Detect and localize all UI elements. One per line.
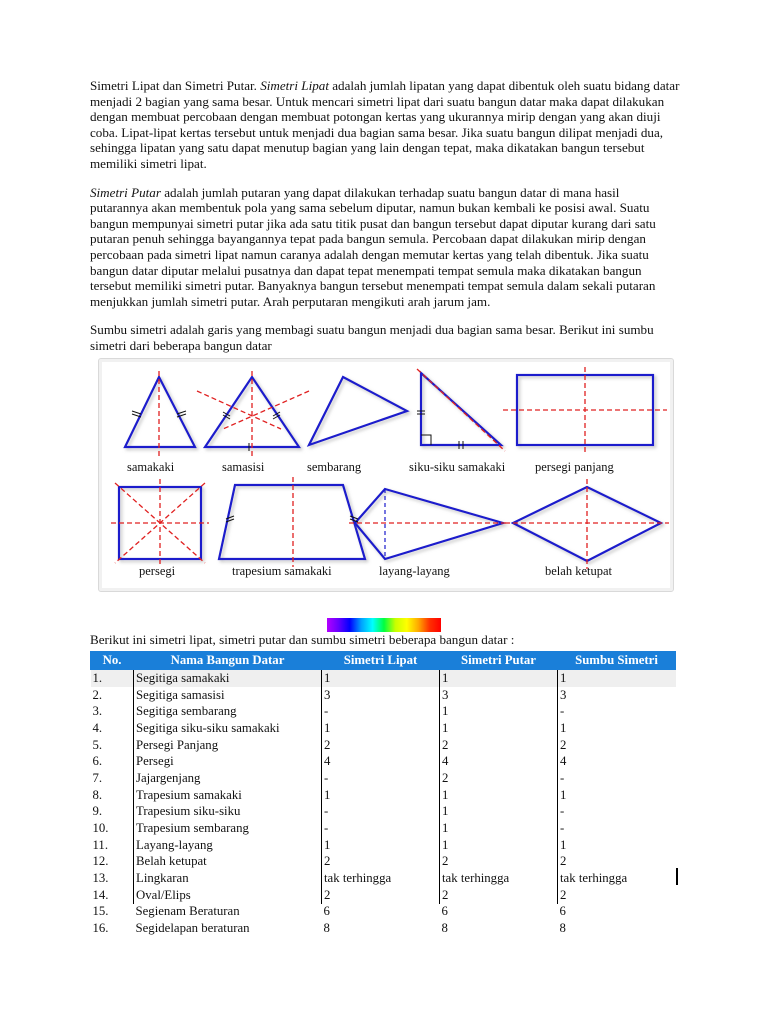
cell-lipat: 2 [322,887,440,904]
cell-putar: 1 [440,787,558,804]
label-layang-layang: layang-layang [379,563,450,578]
cell-nama: Segienam Beraturan [135,904,240,919]
table-row [91,804,676,821]
cell-no: 9. [92,804,103,819]
table-row [91,770,676,787]
table-caption: Berikut ini simetri lipat, simetri putar dan sumbu simetri beberapa bangun datar : [90,632,515,647]
label-samakaki: samakaki [127,459,175,474]
symmetry-table [90,651,676,937]
cell-no: 3. [92,704,103,719]
cell-putar: 4 [440,753,558,770]
header-no: No. [91,652,134,670]
cell-lipat: 1 [322,837,440,854]
cell-nama: Segitiga samakaki [134,670,322,687]
table-row [91,820,676,837]
header-nama: Nama Bangun Datar [134,652,322,670]
cell-sumbu: 1 [558,670,676,687]
cell-no: 14. [92,887,109,902]
paragraph-text: adalah jumlah lipatan yang dapat dibentuk oleh suatu bidang datar menjadi 2 bagian yang sama besar. Untuk mencari simetri lipat dari suatu bangun datar maka dapat dilakukan dengan membuat percobaan dengan membuat potongan kertas yang ukurannya mirip dengan yang akan diuji coba. Lipat-lipat kertas tersebut untuk menjadi dua bagian sama besar. Jika suatu bangun dilipat menjadi dua, sehingga lipatan yang satu dapat menutup bagian yang lain dengan tepat, maka dikatakan bangun tersebut memiliki simetri lipat. [90,78,680,171]
label-samasisi: samasisi [222,459,265,474]
cell-nama: Layang-layang [134,837,322,854]
cell-sumbu: 2 [558,737,676,754]
cell-no: 12. [92,854,109,869]
cell-putar: 1 [440,820,558,837]
paragraph-text: adalah jumlah putaran yang dapat dilakukan terhadap suatu bangun datar di mana hasil putarannya akan membentuk pola yang sama sebelum diputar, namun bukan kembali ke posisi awal. Suatu bangun mempunyai simetri putar jika ada satu titik pusat dan bangun tersebut dapat diputar kurang dari satu putaran penuh sehingga bayangannya tepat pada bangun semula. Percobaan dapat dilakukan mirip dengan percobaan pada simetri lipat namun caranya adalah dengan memutar kertas yang telah dibentuk. Jika suatu bangun datar diputar melalui pusatnya dan dapat tepat menempati tempat semula maka dikatakan bangun tersebut memiliki simetri putar. Banyaknya bangun tersebut menempati tempat semula dalam sekali putaran menjukkan jumlah simetri putar. Arah perputaran mengikuti arah jarum jam. [90,184,656,309]
cell-lipat: 3 [322,687,440,704]
cell-putar: 3 [440,687,558,704]
cell-lipat: - [322,770,440,787]
cell-putar: 2 [440,854,558,871]
cell-sumbu: 4 [558,753,676,770]
cell-sumbu: 3 [558,687,676,704]
term-simetri-putar: Simetri Putar [90,184,161,200]
cell-no: 16. [92,921,109,936]
cell-sumbu: 1 [558,787,676,804]
table-row [91,687,676,704]
paragraph-sumbu-simetri: Sumbu simetri adalah garis yang membagi suatu bangun menjadi dua bagian sama besar. Berikut ini sumbu simetri dari beberapa bangun datar [90,322,654,353]
cell-sumbu: tak terhingga [558,870,676,887]
cell-sumbu: - [558,804,676,821]
header-simetri-lipat: Simetri Lipat [322,652,440,670]
cell-lipat: - [322,804,440,821]
cell-nama: Trapesium siku-siku [134,804,322,821]
table-row [91,837,676,854]
paragraph-lead: Simetri Lipat dan Simetri Putar. [90,78,261,93]
shape-sembarang [309,377,407,445]
document-body [90,78,680,592]
cell-nama: Segitiga sembarang [134,703,322,720]
paragraph-simetri-lipat [90,78,680,172]
cell-sumbu: 1 [558,720,676,737]
cell-no: 5. [92,737,103,752]
cell-lipat: 1 [322,720,440,737]
cell-sumbu: 2 [558,887,676,904]
label-sembarang: sembarang [307,459,362,474]
label-persegi: persegi [139,563,176,578]
cell-lipat: 4 [322,753,440,770]
cell-sumbu: 2 [558,854,676,871]
table-row [91,720,676,737]
cell-lipat: - [322,703,440,720]
cell-sumbu: 8 [559,921,566,936]
table-row [91,670,676,687]
header-simetri-putar: Simetri Putar [440,652,558,670]
cell-nama: Belah ketupat [134,854,322,871]
cell-no: 15. [92,904,109,919]
cell-no: 8. [92,787,103,802]
cell-no: 6. [92,754,103,769]
cell-sumbu: - [558,820,676,837]
table-row [91,920,676,937]
symmetry-diagram [99,359,673,591]
cell-sumbu: 6 [559,904,566,919]
paragraph-simetri-putar [90,185,680,310]
cell-nama: Trapesium samakaki [134,787,322,804]
cell-nama: Trapesium sembarang [134,820,322,837]
cell-putar: 8 [441,921,448,936]
table-row [91,887,676,904]
text-cursor [676,868,678,885]
cell-lipat: 8 [323,921,330,936]
cell-putar: 1 [440,804,558,821]
cell-no: 10. [92,821,109,836]
table-header-row [91,652,676,670]
cell-lipat: 2 [322,854,440,871]
cell-lipat: 1 [322,787,440,804]
label-persegi-panjang: persegi panjang [535,459,614,474]
table-row [91,737,676,754]
shape-layang-layang [355,489,503,559]
cell-nama: Oval/Elips [134,887,322,904]
cell-lipat: 6 [323,904,330,919]
table-row [91,870,676,887]
cell-nama: Segitiga siku-siku samakaki [134,720,322,737]
cell-putar: 1 [440,720,558,737]
cell-putar: 1 [440,837,558,854]
cell-lipat: - [322,820,440,837]
cell-putar: 2 [440,770,558,787]
cell-no: 2. [92,687,103,702]
cell-putar: 6 [441,904,448,919]
cell-sumbu: 1 [558,837,676,854]
term-simetri-lipat: Simetri Lipat [260,78,329,93]
cell-nama: Segidelapan beraturan [135,921,250,936]
cell-putar: tak terhingga [440,870,558,887]
cell-sumbu: - [558,770,676,787]
color-spectrum-bar [327,618,441,632]
cell-no: 11. [92,837,109,852]
table-row [91,787,676,804]
cell-sumbu: - [558,703,676,720]
cell-no: 7. [92,770,103,785]
axis-siku-siku [417,369,505,451]
label-trapesium: trapesium samakaki [232,563,332,578]
cell-no: 4. [92,720,103,735]
cell-putar: 1 [440,703,558,720]
symmetry-figure [98,358,674,592]
cell-no: 13. [92,871,109,886]
cell-nama: Lingkaran [134,870,322,887]
cell-putar: 2 [440,737,558,754]
label-siku-siku: siku-siku samakaki [409,459,506,474]
cell-nama: Segitiga samasisi [134,687,322,704]
cell-putar: 2 [440,887,558,904]
shape-siku-siku [421,373,501,445]
cell-no: 1. [91,670,134,687]
cell-nama: Jajargenjang [134,770,322,787]
table-row [91,904,676,921]
table-row [91,703,676,720]
cell-lipat: tak terhingga [322,870,440,887]
cell-putar: 1 [440,670,558,687]
label-belah-ketupat: belah ketupat [545,563,612,578]
table-row [91,854,676,871]
header-sumbu-simetri: Sumbu Simetri [558,652,676,670]
table-row [91,753,676,770]
cell-lipat: 1 [322,670,440,687]
cell-nama: Persegi [134,753,322,770]
cell-nama: Persegi Panjang [134,737,322,754]
cell-lipat: 2 [322,737,440,754]
shape-trapesium [219,485,365,559]
